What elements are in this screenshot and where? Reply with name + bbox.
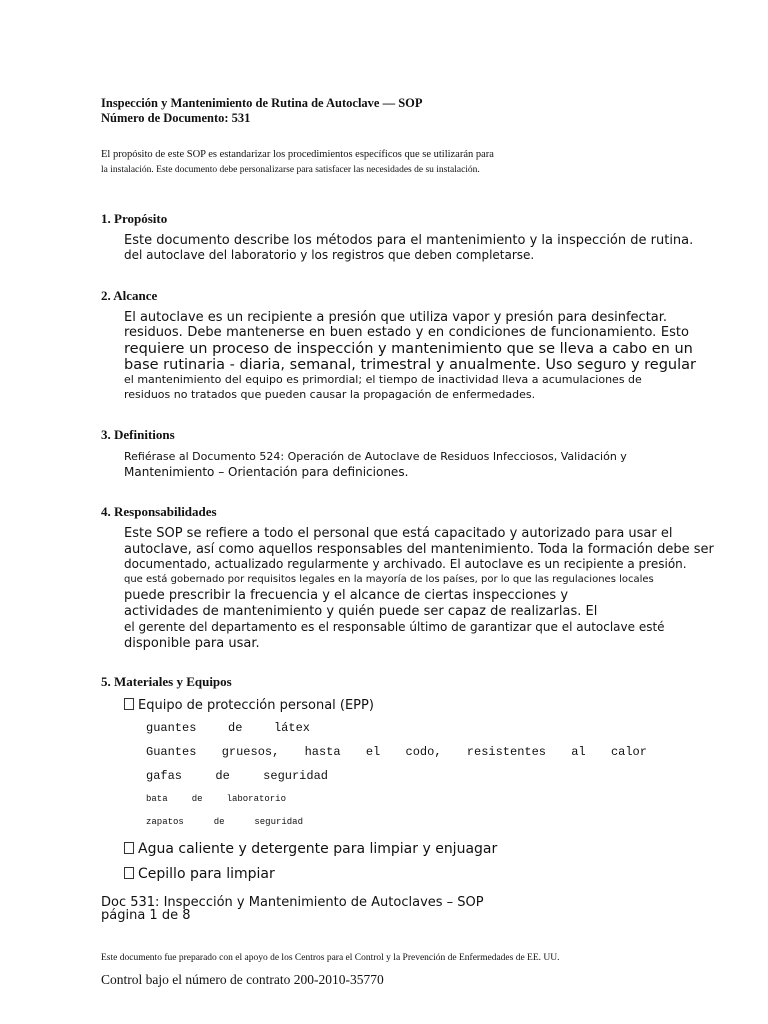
ppe-word: al (571, 745, 586, 759)
materials-bullet-ppe (124, 698, 374, 713)
resp-line-6: actividades de mantenimiento y quién puede ser capaz de realizarlas. El (124, 604, 598, 619)
ppe-word: bata (146, 794, 168, 804)
footer-contract: Control bajo el número de contrato 200-2010-35770 (101, 972, 384, 987)
scope-word: Debe (187, 325, 222, 340)
ppe-word: látex (273, 721, 310, 735)
scope-word: de (530, 325, 547, 340)
ppe-word: guantes (146, 721, 197, 735)
bullet-box-icon (124, 698, 134, 710)
definitions-line-2: Mantenimiento – Orientación para definiciones. (124, 465, 409, 479)
resp-line-8: disponible para usar. (124, 636, 260, 651)
ppe-word: de (215, 769, 230, 783)
purpose-line-2: del autoclave del laboratorio y los registros que deben completarse. (124, 248, 535, 262)
resp-line-1: Este SOP se refiere a todo el personal que está capacitado y autorizado para usar el (124, 526, 673, 541)
ppe-word: gruesos, (221, 745, 280, 759)
purpose-line-1: Este documento describe los métodos para el mantenimiento y la inspección de rutina. (124, 233, 694, 248)
ppe-label: Equipo de protección personal (EPP) (138, 698, 374, 713)
ppe-word: de (213, 817, 225, 827)
materials-bullet-water (124, 841, 497, 857)
footer-page-number: página 1 de 8 (101, 908, 191, 923)
ppe-item-goggles (146, 769, 328, 783)
bullet-box-icon (124, 842, 134, 854)
scope-line-1: El autoclave es un recipiente a presión que utiliza vapor y presión para desinfectar. (124, 310, 668, 325)
intro-line-1: El propósito de este SOP es estandarizar los procedimientos específicos que se utilizarán para (101, 149, 494, 160)
document-number: Número de Documento: 531 (101, 111, 251, 125)
ppe-word: seguridad (263, 769, 328, 783)
scope-word: buen (329, 325, 363, 340)
scope-word: residuos. (124, 325, 183, 340)
scope-word: Esto (660, 325, 689, 340)
scope-line-2: requiere un proceso de inspección y mantenimiento que se lleva a cabo en un (124, 341, 693, 357)
resp-line-4: que está gobernado por requisitos legales en la mayoría de los países, por lo que las regulaciones locales (124, 574, 654, 585)
intro-line-2: la instalación. Este documento debe personalizarse para satisfacer las necesidades de su instalación. (101, 165, 480, 175)
water-label: Agua caliente y detergente para limpiar y enjuagar (138, 841, 498, 857)
resp-line-2: autoclave, así como aquellos responsables del mantenimiento. Toda la formación debe ser (124, 542, 714, 557)
ppe-word: el (365, 745, 381, 759)
footer-cdc-note: Este documento fue preparado con el apoyo de los Centros para el Control y la Prevención de Enfermedades de EE. UU. (101, 953, 560, 963)
scope-line-3: base rutinaria - diaria, semanal, trimestral y anualmente. Uso seguro y regular (124, 357, 696, 373)
resp-line-5: puede prescribir la frecuencia y el alcance de ciertas inspecciones y (124, 588, 569, 603)
ppe-word: hasta (304, 745, 341, 759)
scope-line-5: residuos no tratados que pueden causar la propagación de enfermedades. (124, 388, 536, 401)
scope-word: y (415, 325, 424, 340)
bullet-box-icon (124, 867, 134, 879)
scope-word: en (308, 325, 326, 340)
ppe-word: Guantes (146, 745, 197, 759)
scope-word: condiciones (448, 325, 526, 340)
ppe-word: laboratorio (226, 794, 286, 804)
ppe-item-heavy-gloves (146, 745, 647, 759)
scope-word: en (427, 325, 445, 340)
section-heading-purpose: 1. Propósito (101, 211, 168, 226)
resp-line-7: el gerente del departamento es el responsable último de garantizar que el autoclave esté (124, 620, 665, 634)
scope-word: funcionamiento. (550, 325, 657, 340)
definitions-line-1: Refiérase al Documento 524: Operación de Autoclave de Residuos Infecciosos, Validación y (124, 450, 627, 463)
ppe-word: codo, (405, 745, 442, 759)
ppe-item-safety-shoes (146, 817, 303, 827)
ppe-word: seguridad (254, 817, 303, 827)
resp-line-3: documentado, actualizado regularmente y archivado. El autoclave es un recipiente a presión. (124, 557, 687, 571)
footer-doc-ref: Doc 531: Inspección y Mantenimiento de Autoclaves – SOP (101, 895, 484, 910)
section-heading-materials: 5. Materiales y Equipos (101, 674, 232, 689)
ppe-item-lab-coat (146, 794, 286, 804)
scope-word: mantenerse (226, 325, 305, 340)
ppe-word: calor (610, 745, 647, 759)
section-heading-scope: 2. Alcance (101, 288, 158, 303)
scope-line-4: el mantenimiento del equipo es primordial; el tiempo de inactividad lleva a acumulaciones de (124, 373, 642, 386)
ppe-word: gafas (146, 769, 183, 783)
ppe-word: de (228, 721, 243, 735)
ppe-word: resistentes (466, 745, 547, 759)
section-heading-responsibilities: 4. Responsabilidades (101, 504, 217, 519)
materials-bullet-brush (124, 866, 275, 882)
document-title: Inspección y Mantenimiento de Rutina de Autoclave — SOP (101, 96, 423, 110)
ppe-word: de (191, 794, 203, 804)
brush-label: Cepillo para limpiar (138, 866, 275, 882)
scope-word: estado (367, 325, 412, 340)
scope-line-justified (124, 325, 689, 340)
ppe-item-gloves (146, 721, 310, 735)
section-heading-definitions: 3. Definitions (101, 427, 175, 442)
ppe-word: zapatos (146, 817, 184, 827)
